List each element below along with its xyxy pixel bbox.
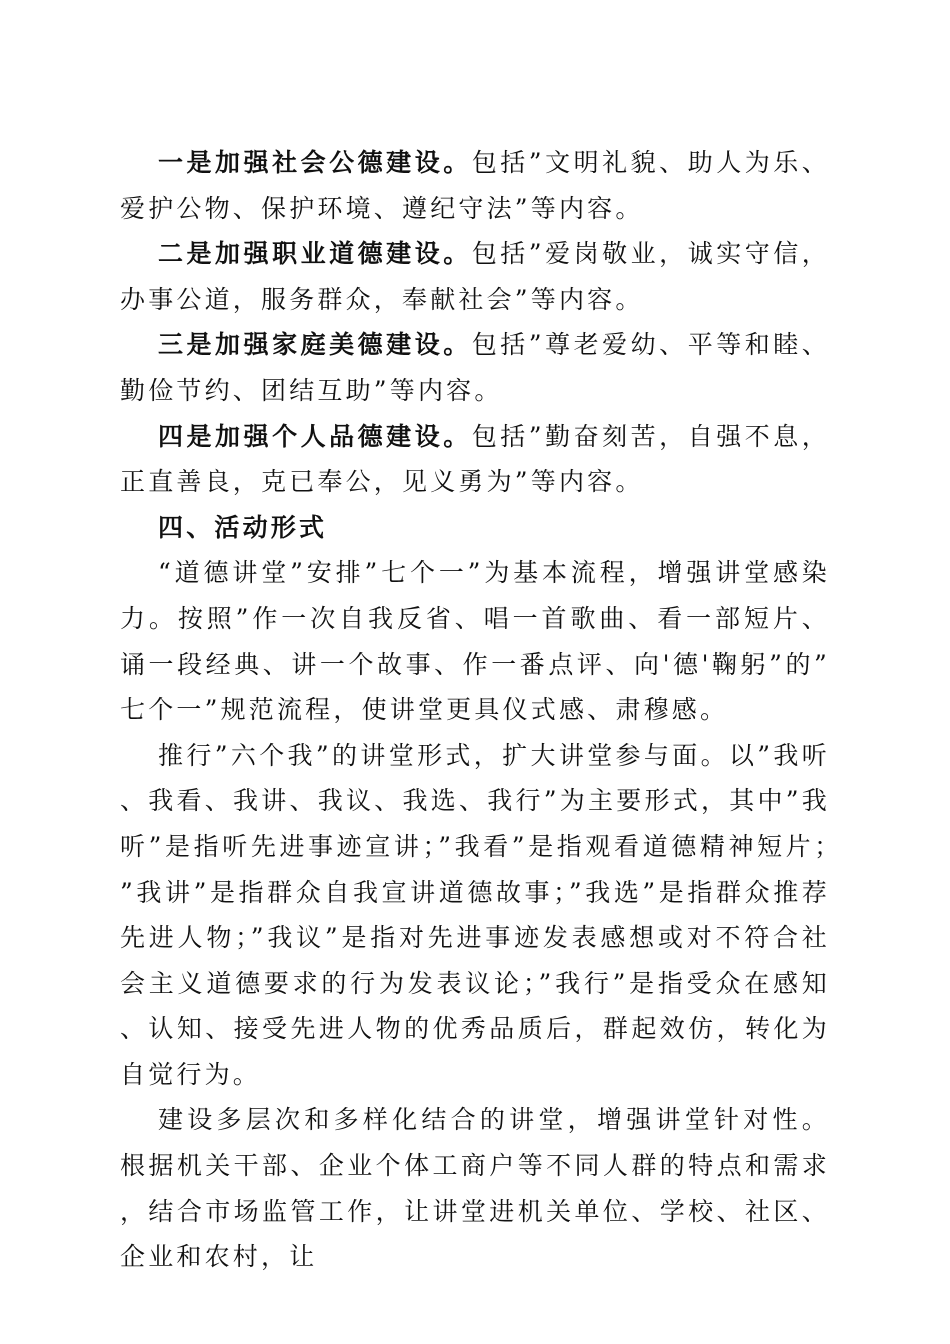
section-heading: 四、活动形式 <box>158 512 328 542</box>
item-body: 包括”爱岗敬业，诚实守信，办事公道，服务群众，奉献社会”等内容。 <box>120 239 830 314</box>
paragraph-six-me: 推行”六个我”的讲堂形式，扩大讲堂参与面。以”我听、我看、我讲、我议、我选、我行”为主要形式，其中”我听”是指听先进事迹宣讲；”我看”是指观看道德精神短片；”我讲”是指群众自我宣讲道德故事；”我选”是指群众推荐先进人物；”我议”是指对先进事迹发表感想或对不符合社会主义道德要求的行为发表议论；”我行”是指受众在感知、认知、接受先进人物的优秀品质后，群起效仿，转化为自觉行为。 <box>120 740 830 1089</box>
item-body: 包括”勤奋刻苦，自强不息，正直善良，克已奉公，见义勇为”等内容。 <box>120 421 830 497</box>
item-professional-ethics <box>120 231 830 322</box>
item-lead: 四是加强个人品德建设。 <box>158 421 472 451</box>
document-body <box>120 140 830 1280</box>
item-lead: 二是加强职业道德建设。 <box>158 239 472 269</box>
item-family-virtues <box>120 322 830 413</box>
paragraph-multilevel: 建设多层次和多样化结合的讲堂，增强讲堂针对性。根据机关干部、企业个体工商户等不同人群的特点和需求，结合市场监管工作，让讲堂进机关单位、学校、社区、企业和农村，让 <box>120 1105 830 1272</box>
paragraph-seven-ones: “道德讲堂”安排”七个一”为基本流程，增强讲堂感染力。按照”作一次自我反省、唱一首歌曲、看一部短片、诵一段经典、讲一个故事、作一番点评、向'德'鞠躬”的”七个一”规范流程，使讲堂更具仪式感、肃穆感。 <box>120 558 830 725</box>
item-lead: 一是加强社会公德建设。 <box>158 148 472 177</box>
item-body: 包括”文明礼貌、助人为乐、爱护公物、保护环境、遵纪守法”等内容。 <box>120 148 830 223</box>
item-body: 包括”尊老爱幼、平等和睦、勤俭节约、团结互助”等内容。 <box>120 330 830 405</box>
item-social-ethics <box>120 140 830 231</box>
item-lead: 三是加强家庭美德建设。 <box>158 330 472 360</box>
item-personal-morality <box>120 414 830 505</box>
